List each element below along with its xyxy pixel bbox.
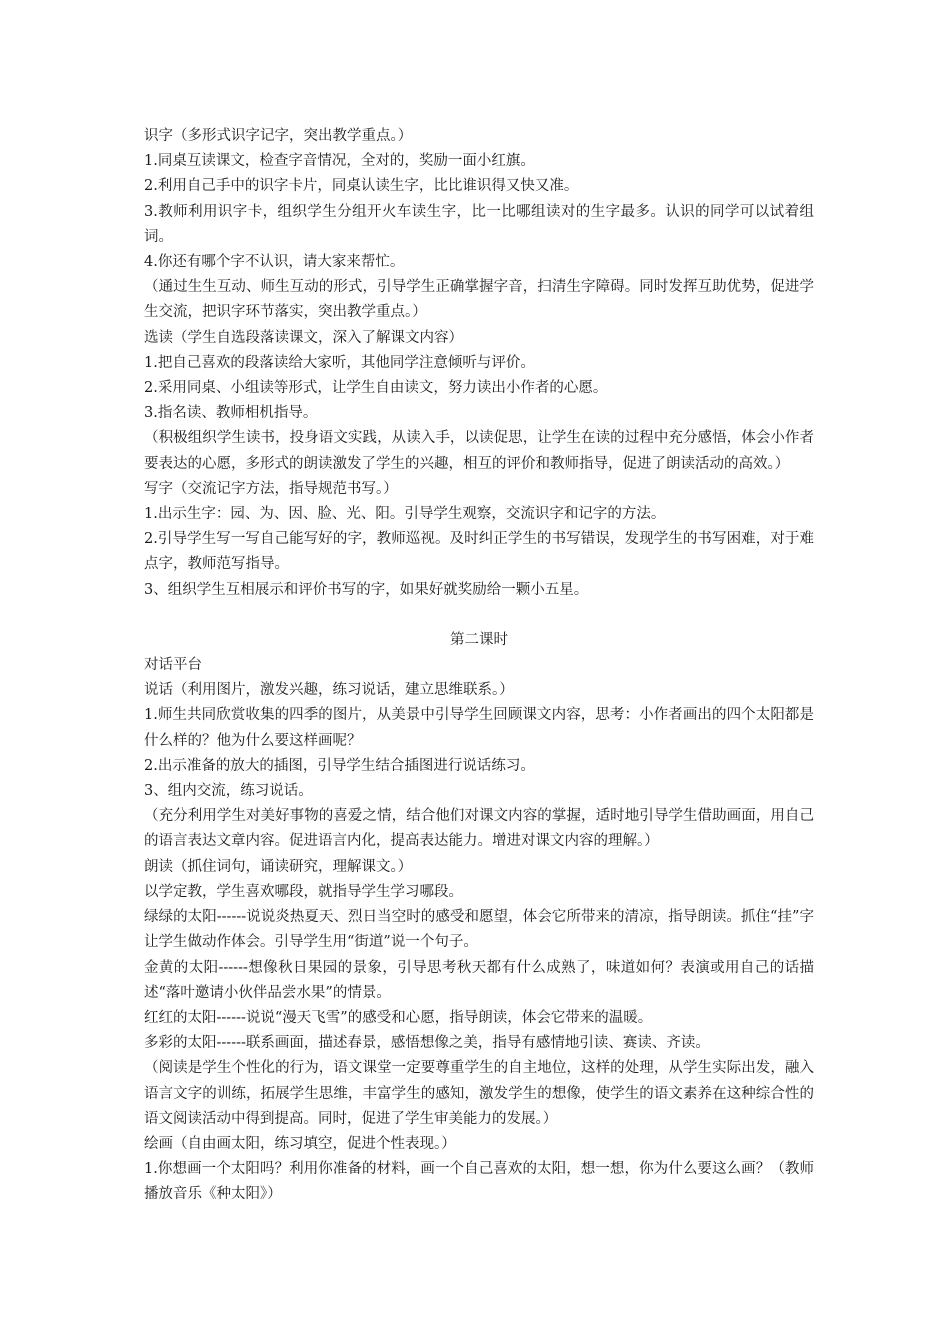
list-item: 1.把自己喜欢的段落读给大家听，其他同学注意倾听与评价。 — [144, 354, 535, 371]
list-item: 2.出示准备的放大的插图，引导学生结合插图进行说话练习。 — [144, 757, 535, 774]
paragraph-colorful-sun: 多彩的太阳------联系画面，描述春景，感悟想像之美，指导有感情地引读、赛读、齐读。 — [144, 1035, 710, 1052]
heading-shizi: 识字（多形式识字记字，突出教学重点。） — [144, 128, 413, 144]
commentary-paragraph: （阅读是学生个性化的行为，语文课堂一定要尊重学生的自主地位，这样的处理，从学生实际出发，融入语言文字的训练，拓展学生思维，丰富学生的感知，激发学生的想像，使学生的语文素养在这种综合性的语文阅读活动中得到提高。同时，促进了学生审美能力的发展。） — [144, 1060, 814, 1127]
heading-shuohua: 说话（利用图片，激发兴趣，练习说话，建立思维联系。） — [144, 682, 514, 699]
section-spacer — [144, 603, 814, 628]
document-page — [144, 124, 814, 1208]
commentary-paragraph: （积极组织学生读书，投身语文实践，从读入手，以读促思，让学生在读的过程中充分感悟，体会小作者要表达的心愿，多形式的朗读激发了学生的兴趣，相互的评价和教师指导，促进了朗读活动的高效。） — [144, 430, 814, 472]
list-item: 1.出示生字：园、为、因、脸、光、阳。引导学生观察，交流识字和记字的方法。 — [144, 506, 666, 523]
lesson1-section — [144, 124, 814, 603]
list-item: 1.师生共同欣赏收集的四季的图片，从美景中引导学生回顾课文内容，思考：小作者画出的四个太阳都是什么样的？他为什么要这样画呢？ — [144, 707, 814, 749]
list-item: 2.引导学生写一写自己能写好的字，教师巡视。及时纠正学生的书写错误，发现学生的书写困难，对于难点字，教师范写指导。 — [144, 531, 814, 573]
list-item: 3、组内交流，练习说话。 — [144, 783, 313, 800]
heading-xuandu: 选读（学生自选段落读课文，深入了解课文内容） — [144, 329, 463, 346]
list-item: 1.你想画一个太阳吗？利用你准备的材料，画一个自己喜欢的太阳，想一想，你为什么要这么画？（教师播放音乐《种太阳》） — [144, 1161, 814, 1203]
list-item: 2.采用同桌、小组读等形式，让学生自由读文，努力读出小作者的心愿。 — [144, 380, 608, 397]
list-item: 3、组织学生互相展示和评价书写的字，如果好就奖励给一颗小五星。 — [144, 581, 589, 598]
list-item: 1.同桌互读课文，检查字音情况，全对的，奖励一面小红旗。 — [144, 153, 535, 170]
paragraph-red-sun: 红红的太阳------说说“漫天飞雪”的感受和心愿，指导朗读，体会它带来的温暖。 — [144, 1009, 653, 1026]
commentary-paragraph: （充分利用学生对美好事物的喜爱之情，结合他们对课文内容的掌握，适时地引导学生借助画面，用自己的语言表达文章内容。促进语言内化，提高表达能力。增进对课文内容的理解。） — [144, 808, 814, 850]
paragraph-golden-sun: 金黄的太阳------想像秋日果园的景象，引导思考秋天都有什么成熟了，味道如何？表演或用自己的话描述“落叶邀请小伙伴品尝水果”的情景。 — [144, 959, 814, 1001]
heading-xiezi: 写字（交流记字方法，指导规范书写。） — [144, 480, 398, 497]
heading-huihua: 绘画（自由画太阳，练习填空，促进个性表现。） — [144, 1135, 456, 1152]
list-item: 4.你还有哪个字不认识，请大家来帮忙。 — [144, 254, 405, 271]
list-item: 3.教师利用识字卡，组织学生分组开火车读生字，比一比哪组读对的生字最多。认识的同学可以试着组词。 — [144, 203, 814, 245]
commentary-paragraph: （通过生生互动、师生互动的形式，引导学生正确掌握字音，扫清生字障碍。同时发挥互助优势，促进学生交流，把识字环节落实，突出教学重点。） — [144, 279, 814, 321]
paragraph-green-sun: 绿绿的太阳------说说炎热夏天、烈日当空时的感受和愿望，体会它所带来的清凉，指导朗读。抓住“挂”字让学生做动作体会。引导学生用“街道”说一个句子。 — [144, 909, 814, 951]
list-item: 3.指名读、教师相机指导。 — [144, 405, 318, 422]
list-item: 2.利用自己手中的识字卡片，同桌认读生字，比比谁识得又快又准。 — [144, 178, 579, 195]
lesson2-title: 第二课时 — [450, 631, 508, 648]
heading-langdu: 朗读（抓住词句，诵读研究，理解课文。） — [144, 858, 413, 875]
paragraph: 以学定教，学生喜欢哪段，就指导学生学习哪段。 — [144, 883, 463, 900]
heading-duihua: 对话平台 — [144, 657, 202, 674]
lesson2-section — [144, 653, 814, 1207]
